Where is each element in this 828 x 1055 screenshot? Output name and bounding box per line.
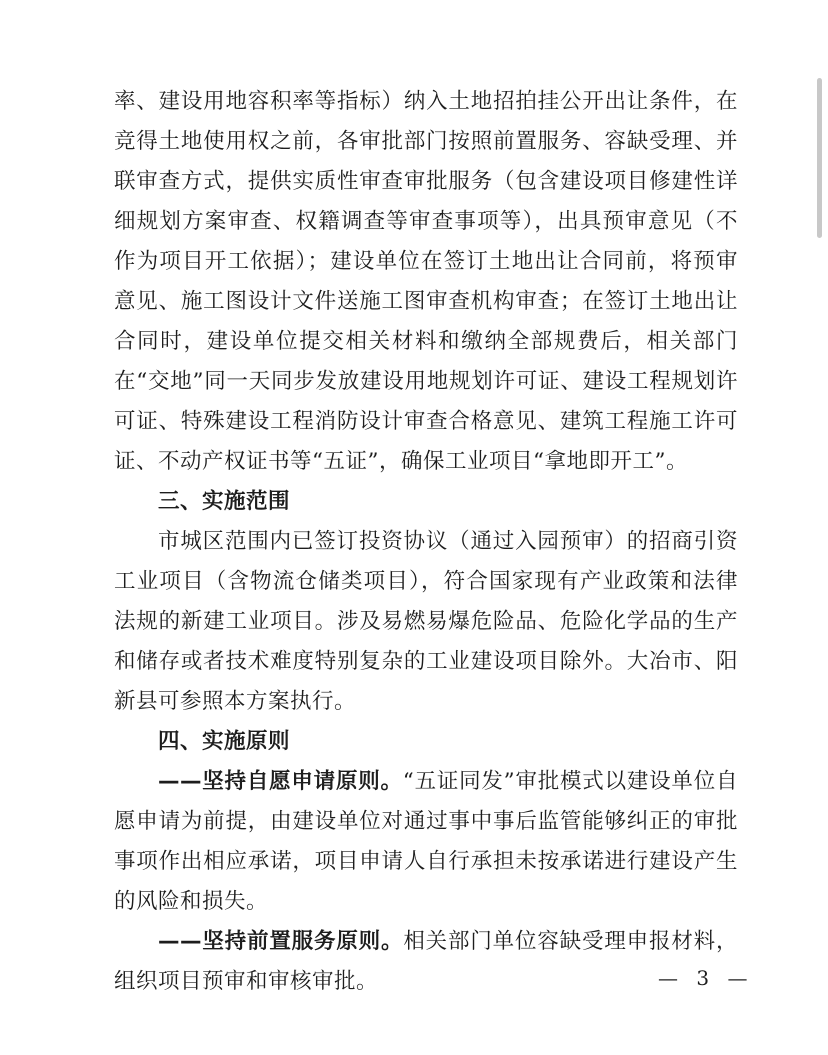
principle-lead-preservice: ——坚持前置服务原则。 xyxy=(158,929,404,954)
paragraph-preservice-principle xyxy=(114,922,738,1002)
paragraph-approval-process: 率、建设用地容积率等指标）纳入土地招拍挂公开出让条件，在竞得土地使用权之前，各审批部门按照前置服务、容缺受理、并联审查方式，提供实质性审查审批服务（包含建设项目修建性详细规划方案审查、权籍调查等审查事项等），出具预审意见（不作为项目开工依据）；建设单位在签订土地出让合同前，将预审意见、施工图设计文件送施工图审查机构审查；在签订土地出让合同时，建设单位提交相关材料和缴纳全部规费后，相关部门在“交地”同一天同步发放建设用地规划许可证、建设工程规划许可证、特殊建设工程消防设计审查合格意见、建筑工程施工许可证、不动产权证书等“五证”，确保工业项目“拿地即开工”。 xyxy=(114,89,738,474)
principle-body-preservice: 相关部门单位容缺受理申报材料，组织项目预审和审核审批。 xyxy=(114,929,738,994)
page-number: — 3 — xyxy=(658,966,754,990)
section-heading-principles: 四、实施原则 xyxy=(158,729,291,754)
paragraph-voluntary-principle xyxy=(114,762,738,922)
principle-body-voluntary: “五证同发”审批模式以建设单位自愿申请为前提，由建设单位对通过事中事后监管能够纠正的审批事项作出相应承诺，项目申请人自行承担未按承诺进行建设产生的风险和损失。 xyxy=(114,769,738,914)
document-body xyxy=(114,82,738,1002)
section-heading-scope: 三、实施范围 xyxy=(158,489,291,514)
principle-lead-voluntary: ——坚持自愿申请原则。 xyxy=(158,769,403,794)
paragraph-scope: 市城区范围内已签订投资协议（通过入园预审）的招商引资工业项目（含物流仓储类项目），符合国家现有产业政策和法律法规的新建工业项目。涉及易燃易爆危险品、危险化学品的生产和储存或者技术难度特别复杂的工业建设项目除外。大冶市、阳新县可参照本方案执行。 xyxy=(114,529,738,714)
scrollbar-thumb[interactable] xyxy=(817,78,822,238)
